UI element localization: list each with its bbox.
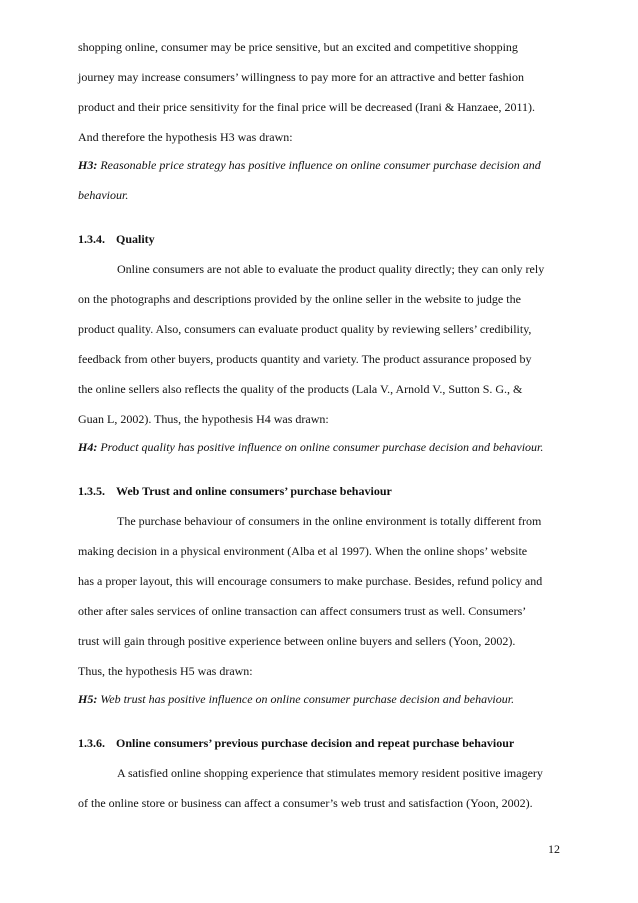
- paragraph-line: shopping online, consumer may be price sensitive, but an excited and competitive shopping: [78, 40, 518, 54]
- paragraph-line: trust will gain through positive experience between online buyers and sellers (Yoon, 2002).: [78, 634, 516, 648]
- hypothesis-text: Web trust has positive influence on online consumer purchase decision and behaviour.: [97, 692, 515, 706]
- paragraph-line: of the online store or business can affect a consumer’s web trust and satisfaction (Yoon, 2002).: [78, 796, 533, 810]
- hypothesis-text: Product quality has positive influence on online consumer purchase decision and behaviour.: [97, 440, 544, 454]
- paragraph-line: Thus, the hypothesis H5 was drawn:: [78, 664, 253, 678]
- paragraph-line: journey may increase consumers’ willingness to pay more for an attractive and better fashion: [78, 70, 524, 84]
- hypothesis-h3-continued: behaviour.: [78, 188, 129, 202]
- hypothesis-text: Reasonable price strategy has positive influence on online consumer purchase decision and: [97, 158, 541, 172]
- paragraph-line: feedback from other buyers, products quantity and variety. The product assurance proposed by: [78, 352, 532, 366]
- paragraph-line: product quality. Also, consumers can evaluate product quality by reviewing sellers’ credibility,: [78, 322, 532, 336]
- hypothesis-h4: [78, 440, 578, 454]
- paragraph-line: has a proper layout, this will encourage consumers to make purchase. Besides, refund policy and: [78, 574, 543, 588]
- section-heading-quality: [78, 232, 578, 246]
- section-title: Web Trust and online consumers’ purchase behaviour: [116, 484, 392, 498]
- section-title: Online consumers’ previous purchase decision and repeat purchase behaviour: [116, 736, 515, 750]
- paragraph-line: A satisfied online shopping experience that stimulates memory resident positive imagery: [117, 766, 543, 780]
- paragraph-line: And therefore the hypothesis H3 was drawn:: [78, 130, 293, 144]
- paragraph-line: the online sellers also reflects the quality of the products (Lala V., Arnold V., Sutton S. G., &: [78, 382, 523, 396]
- hypothesis-h3: [78, 158, 578, 172]
- paragraph-line: on the photographs and descriptions provided by the online seller in the website to judge the: [78, 292, 521, 306]
- paragraph-line: product and their price sensitivity for the final price will be decreased (Irani & Hanzaee, 2011).: [78, 100, 536, 114]
- paragraph-line: other after sales services of online transaction can affect consumers trust as well. Consumers’: [78, 604, 527, 618]
- hypothesis-label: H4:: [78, 440, 98, 454]
- section-title: Quality: [116, 232, 155, 246]
- section-heading-repeat-purchase: [78, 736, 578, 750]
- page-number: 12: [548, 842, 560, 856]
- paragraph-line: making decision in a physical environment (Alba et al 1997). When the online shops’ website: [78, 544, 528, 558]
- paragraph-line: Online consumers are not able to evaluate the product quality directly; they can only rely: [117, 262, 545, 276]
- section-heading-web-trust: [78, 484, 578, 498]
- hypothesis-label: H5:: [78, 692, 98, 706]
- section-number: 1.3.5.: [78, 484, 105, 498]
- paragraph-line: The purchase behaviour of consumers in the online environment is totally different from: [117, 514, 542, 528]
- paragraph-line: Guan L, 2002). Thus, the hypothesis H4 was drawn:: [78, 412, 329, 426]
- section-number: 1.3.4.: [78, 232, 105, 246]
- section-number: 1.3.6.: [78, 736, 105, 750]
- hypothesis-label: H3:: [78, 158, 98, 172]
- hypothesis-h5: [78, 692, 578, 706]
